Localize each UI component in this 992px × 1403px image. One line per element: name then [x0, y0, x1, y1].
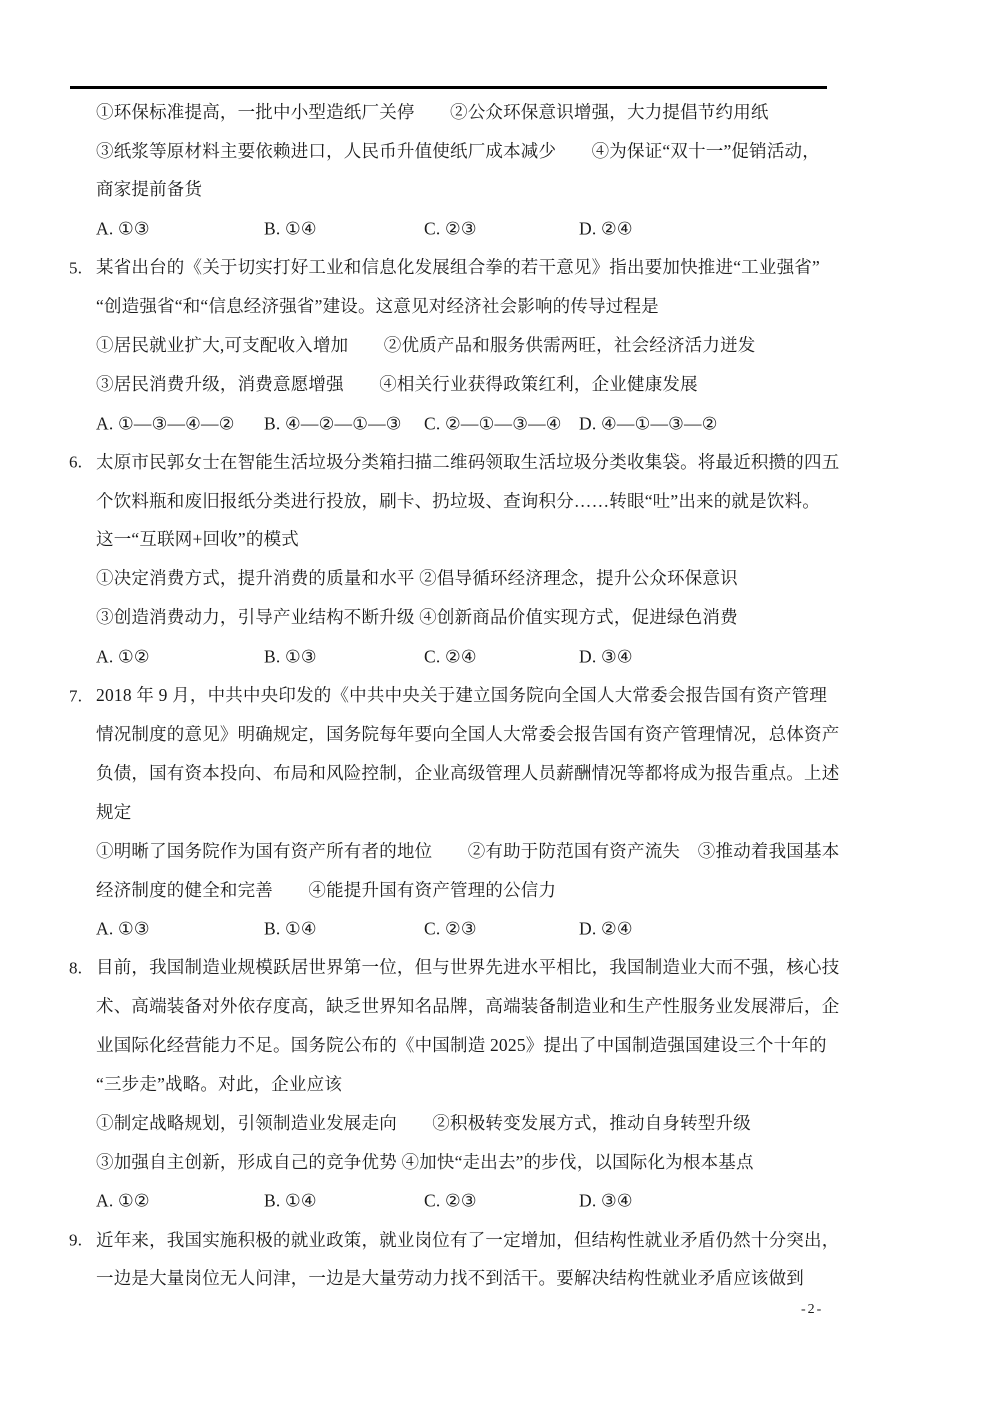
choice-item: A. ①—③—④—② [96, 412, 235, 433]
questions-container [69, 93, 856, 1299]
question-line-text: “三步走”战略。对此，企业应该 [96, 1073, 343, 1094]
choice-item: B. ①④ [264, 218, 317, 239]
question-line-text: 个饮料瓶和废旧报纸分类进行投放，刷卡、扔垃圾、查询积分……转眼“吐”出来的就是饮料。 [96, 490, 820, 511]
question-line [96, 560, 856, 599]
choice-item: D. ④—①—③—② [579, 412, 718, 433]
question-number: 8. [69, 958, 83, 978]
choice-item: D. ③④ [579, 646, 633, 667]
question-line-text: 业国际化经营能力不足。国务院公布的《中国制造 2025》提出了中国制造强国建设三个十年的 [96, 1035, 827, 1056]
question-line-text: 目前，我国制造业规模跃居世界第一位，但与世界先进水平相比，我国制造业大而不强，核心技 [96, 957, 840, 978]
question-number: 6. [69, 452, 83, 472]
question-line-text: 太原市民郭女士在智能生活垃圾分类箱扫描二维码领取生活垃圾分类收集袋。将最近积攒的四五 [96, 451, 840, 472]
question-line [96, 93, 856, 132]
question-line [96, 599, 856, 638]
choice-item: C. ②—①—③—④ [424, 412, 562, 433]
choice-item: C. ②③ [424, 1190, 477, 1211]
question-line [96, 1104, 856, 1143]
question-line [69, 949, 856, 988]
question-line [69, 249, 856, 288]
question-line [96, 1143, 856, 1182]
question-line-text: 术、高端装备对外依存度高，缺乏世界知名品牌，高端装备制造业和生产性服务业发展滞后，企 [96, 996, 840, 1017]
question-line-text: ③加强自主创新，形成自己的竞争优势 ④加快“走出去”的步伐，以国际化为根本基点 [96, 1151, 754, 1172]
question-line [96, 287, 856, 326]
question-line-text: ③纸浆等原材料主要依赖进口，人民币升值使纸厂成本减少 ④为保证“双十一”促销活动， [96, 140, 820, 161]
question-line [96, 1260, 856, 1299]
choices-row [96, 210, 856, 249]
question-line-text: 规定 [96, 801, 132, 822]
question-line [96, 1065, 856, 1104]
question-line-text: 2018 年 9 月，中共中央印发的《中共中央关于建立国务院向全国人大常委会报告国有资产管理 [96, 685, 828, 706]
choice-item: A. ①③ [96, 918, 150, 939]
question-number: 7. [69, 686, 83, 706]
choices-row [96, 637, 856, 676]
question-line-text: 情况制度的意见》明确规定，国务院每年要向全国人大常委会报告国有资产管理情况，总体资产 [96, 723, 840, 744]
choice-item: A. ①② [96, 1190, 150, 1211]
question-line [96, 171, 856, 210]
question-line-text: “创造强省“和“信息经济强省”建设。这意见对经济社会影响的传导过程是 [96, 296, 659, 317]
choices-row [96, 1182, 856, 1221]
question-line-text: 某省出台的《关于切实打好工业和信息化发展组合拳的若干意见》指出要加快推进“工业强省” [96, 257, 820, 278]
choice-item: D. ②④ [579, 218, 633, 239]
header-rule [70, 86, 827, 89]
choice-item: A. ①② [96, 646, 150, 667]
question-line-text: ①环保标准提高，一批中小型造纸厂关停 ②公众环保意识增强，大力提倡节约用纸 [96, 101, 769, 122]
question-line-text: 负债，国有资本投向、布局和风险控制，企业高级管理人员薪酬情况等都将成为报告重点。上述 [96, 762, 840, 783]
choice-item: B. ④—②—①—③ [264, 412, 402, 433]
question-line-text: ③创造消费动力，引导产业结构不断升级 ④创新商品价值实现方式，促进绿色消费 [96, 607, 738, 628]
question-line-text: ①决定消费方式，提升消费的质量和水平 ②倡导循环经济理念，提升公众环保意识 [96, 568, 738, 589]
question-line [96, 132, 856, 171]
question-line-text: 近年来，我国实施积极的就业政策，就业岗位有了一定增加，但结构性就业矛盾仍然十分突出， [96, 1229, 840, 1250]
question-line-text: ①居民就业扩大,可支配收入增加 ②优质产品和服务供需两旺，社会经济活力迸发 [96, 335, 756, 356]
question-line [69, 1221, 856, 1260]
question-line-text: ③居民消费升级，消费意愿增强 ④相关行业获得政策红利，企业健康发展 [96, 373, 698, 394]
question-line [96, 365, 856, 404]
question-line-text: 商家提前备货 [96, 179, 203, 200]
question-line [96, 521, 856, 560]
question-line [96, 793, 856, 832]
question-line [69, 676, 856, 715]
choice-item: C. ②③ [424, 218, 477, 239]
choices-row [96, 910, 856, 949]
choice-item: C. ②③ [424, 918, 477, 939]
choice-item: A. ①③ [96, 218, 150, 239]
question-number: 5. [69, 258, 83, 278]
choice-item: B. ①③ [264, 646, 317, 667]
question-line [96, 987, 856, 1026]
question-number: 9. [69, 1230, 83, 1250]
question-line-text: ①明晰了国务院作为国有资产所有者的地位 ②有助于防范国有资产流失 ③推动着我国基本 [96, 840, 840, 861]
question-line-text: 一边是大量岗位无人问津，一边是大量劳动力找不到活干。要解决结构性就业矛盾应该做到 [96, 1268, 804, 1289]
question-line [96, 715, 856, 754]
choice-item: B. ①④ [264, 1190, 317, 1211]
choice-item: D. ②④ [579, 918, 633, 939]
question-line-text: ①制定战略规划，引领制造业发展走向 ②积极转变发展方式，推动自身转型升级 [96, 1112, 751, 1133]
choices-row [96, 404, 856, 443]
question-line-text: 这一“互联网+回收”的模式 [96, 529, 300, 550]
question-line [96, 326, 856, 365]
choice-item: D. ③④ [579, 1190, 633, 1211]
question-line [96, 1026, 856, 1065]
question-line [96, 754, 856, 793]
question-line-text: 经济制度的健全和完善 ④能提升国有资产管理的公信力 [96, 879, 557, 900]
question-line [96, 832, 856, 871]
question-line [96, 482, 856, 521]
question-line [69, 443, 856, 482]
choice-item: B. ①④ [264, 918, 317, 939]
choice-item: C. ②④ [424, 646, 477, 667]
page-number: -2- [801, 1302, 824, 1317]
question-line [96, 871, 856, 910]
